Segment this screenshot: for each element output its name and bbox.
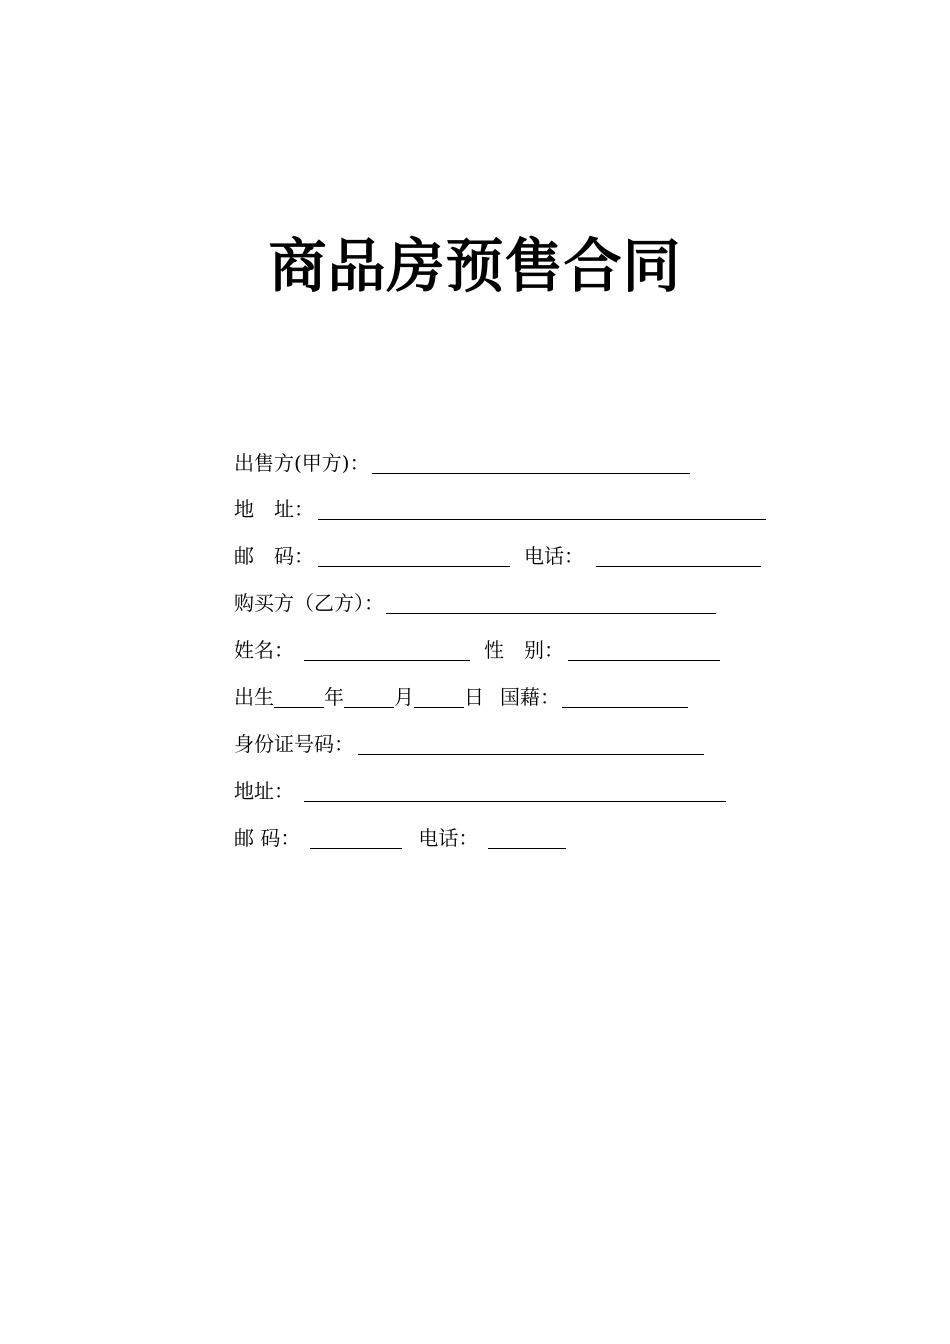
seller-label: 出售方(甲方)：: [234, 451, 370, 475]
month-label: 月: [394, 685, 414, 709]
seller-phone-field[interactable]: [596, 544, 761, 567]
buyer-address-label: 地址：: [234, 779, 294, 803]
buyer-gender-field[interactable]: [568, 638, 720, 661]
birth-month-field[interactable]: [344, 685, 394, 708]
buyer-row: [234, 588, 716, 618]
day-label: 日: [464, 685, 484, 709]
birth-day-field[interactable]: [414, 685, 464, 708]
document-title: 商品房预售合同: [268, 232, 682, 300]
buyer-gender-label: 性 别：: [484, 638, 564, 662]
seller-address-field[interactable]: [318, 497, 766, 520]
id-number-label: 身份证号码：: [234, 732, 354, 756]
buyer-birth-row: [234, 682, 688, 712]
buyer-name-label: 姓名：: [234, 638, 294, 662]
seller-address-label: 地 址：: [234, 497, 314, 521]
buyer-postcode-field[interactable]: [310, 826, 402, 849]
nationality-label: 国藉：: [500, 685, 560, 709]
buyer-phone-field[interactable]: [488, 826, 566, 849]
seller-postcode-label: 邮 码：: [234, 544, 314, 568]
nationality-field[interactable]: [562, 685, 688, 708]
seller-phone-label: 电话：: [524, 544, 584, 568]
buyer-name-row: [234, 635, 720, 665]
seller-row: [234, 448, 690, 478]
buyer-address-row: [234, 776, 726, 806]
buyer-label: 购买方（乙方）：: [234, 591, 384, 615]
buyer-field[interactable]: [386, 591, 716, 614]
buyer-address-field[interactable]: [304, 779, 726, 802]
year-label: 年: [324, 685, 344, 709]
id-number-field[interactable]: [358, 732, 704, 755]
seller-postcode-field[interactable]: [318, 544, 510, 567]
buyer-contact-row: [234, 823, 566, 853]
seller-name-field[interactable]: [372, 451, 690, 474]
seller-address-row: [234, 494, 766, 524]
buyer-phone-label: 电话：: [418, 826, 479, 850]
buyer-postcode-label: 邮 码：: [234, 826, 301, 850]
birth-label: 出生: [234, 685, 274, 709]
birth-year-field[interactable]: [274, 685, 324, 708]
buyer-name-field[interactable]: [304, 638, 470, 661]
buyer-id-row: [234, 729, 704, 759]
seller-contact-row: [234, 541, 761, 571]
